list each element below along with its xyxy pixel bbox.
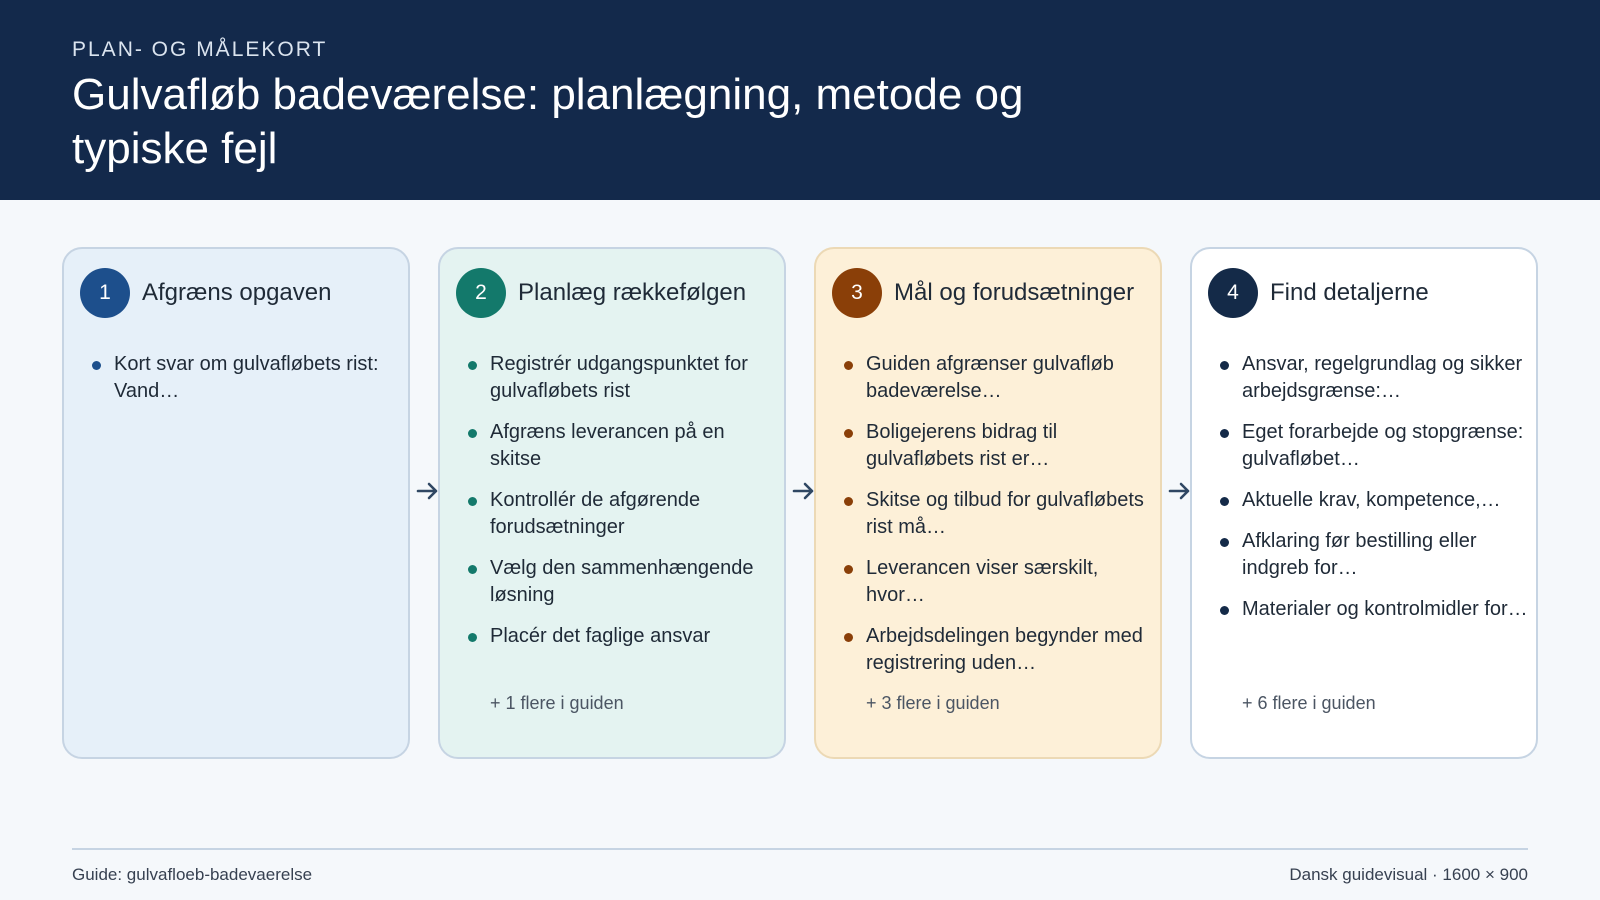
bullet-icon (468, 497, 477, 506)
step-card-header (456, 267, 786, 319)
list-item (466, 623, 776, 650)
step-card-title: Planlæg rækkefølgen (518, 279, 747, 306)
step-number-badge: 3 (832, 268, 882, 318)
list-item-text: Eget forarbejde og stopgrænse: gulvafløbet… (1242, 421, 1524, 470)
step-number-badge: 2 (456, 268, 506, 318)
list-item (842, 351, 1152, 405)
eyebrow-label: PLAN- OG MÅLEKORT (72, 38, 328, 61)
step-card-header (1208, 267, 1538, 319)
bullet-icon (1220, 497, 1229, 506)
arrow-right-icon (792, 479, 816, 503)
step-card-title: Mål og forudsætninger (894, 279, 1135, 306)
list-item-text: Registrér udgangspunktet for gulvafløbets rist (490, 353, 748, 402)
arrow-right-icon (1168, 479, 1192, 503)
step-card-title: Afgræns opgaven (142, 279, 332, 306)
step-card-3 (814, 247, 1162, 759)
bullet-icon (1220, 606, 1229, 615)
footer-divider (72, 848, 1528, 850)
list-item-text: Leverancen viser særskilt, hvor… (866, 557, 1099, 606)
list-item-text: Kontrollér de afgørende forudsætninger (490, 489, 701, 538)
list-item-text: Placér det faglige ansvar (490, 625, 711, 647)
step-card-list (842, 351, 1152, 691)
step-card-2 (438, 247, 786, 759)
step-card-title: Find detaljerne (1270, 279, 1429, 306)
list-item-text: Afklaring før bestilling eller indgreb for… (1242, 530, 1477, 579)
list-item (842, 555, 1152, 609)
list-item-text: Skitse og tilbud for gulvafløbets rist må… (866, 489, 1144, 538)
footer-source: Guide: gulvafloeb-badevaerelse (72, 865, 313, 884)
list-item (1218, 487, 1528, 514)
more-in-guide-link[interactable]: + 1 flere i guiden (490, 693, 624, 713)
list-item (842, 487, 1152, 541)
bullet-icon (92, 361, 101, 370)
list-item-text: Afgræns leverancen på en skitse (490, 421, 725, 470)
list-item (1218, 351, 1528, 405)
more-in-guide-link[interactable]: + 3 flere i guiden (866, 693, 1000, 713)
bullet-icon (844, 429, 853, 438)
bullet-icon (468, 361, 477, 370)
bullet-icon (468, 429, 477, 438)
list-item-text: Arbejdsdelingen begynder med registrering uden… (866, 625, 1143, 674)
bullet-icon (1220, 361, 1229, 370)
bullet-icon (844, 565, 853, 574)
bullet-icon (468, 565, 477, 574)
step-number-badge: 4 (1208, 268, 1258, 318)
list-item (1218, 419, 1528, 473)
step-card-header (832, 267, 1162, 319)
step-card-list (90, 351, 400, 419)
steps-flow (62, 247, 1538, 759)
step-card-list (466, 351, 776, 664)
list-item-text: Guiden afgrænser gulvafløb badeværelse… (866, 353, 1114, 402)
list-item (466, 419, 776, 473)
list-item (466, 487, 776, 541)
list-item-text: Kort svar om gulvafløbets rist: Vand… (114, 353, 379, 402)
bullet-icon (844, 497, 853, 506)
step-card-4 (1190, 247, 1538, 759)
bullet-icon (844, 361, 853, 370)
bullet-icon (1220, 429, 1229, 438)
header-banner (0, 0, 1600, 200)
page-title: Gulvafløb badeværelse: planlægning, metode og typiske fejl (72, 70, 1024, 173)
more-in-guide-link[interactable]: + 6 flere i guiden (1242, 693, 1376, 713)
list-item-text: Vælg den sammenhængende løsning (490, 557, 754, 606)
list-item (842, 419, 1152, 473)
list-item (842, 623, 1152, 677)
step-card-header (80, 267, 410, 319)
list-item (1218, 596, 1528, 623)
step-number-badge: 1 (80, 268, 130, 318)
bullet-icon (1220, 538, 1229, 547)
list-item (90, 351, 400, 405)
step-card-1 (62, 247, 410, 759)
step-card-list (1218, 351, 1528, 637)
list-item-text: Ansvar, regelgrundlag og sikker arbejdsgrænse:… (1242, 353, 1523, 402)
list-item (466, 555, 776, 609)
list-item-text: Materialer og kontrolmidler for… (1242, 598, 1528, 620)
footer-credit: Dansk guidevisual · 1600 × 900 (1289, 865, 1528, 884)
list-item-text: Boligejerens bidrag til gulvafløbets rist er… (866, 421, 1058, 470)
list-item-text: Aktuelle krav, kompetence,… (1242, 489, 1501, 511)
arrow-right-icon (416, 479, 440, 503)
bullet-icon (468, 633, 477, 642)
list-item (1218, 528, 1528, 582)
bullet-icon (844, 633, 853, 642)
list-item (466, 351, 776, 405)
